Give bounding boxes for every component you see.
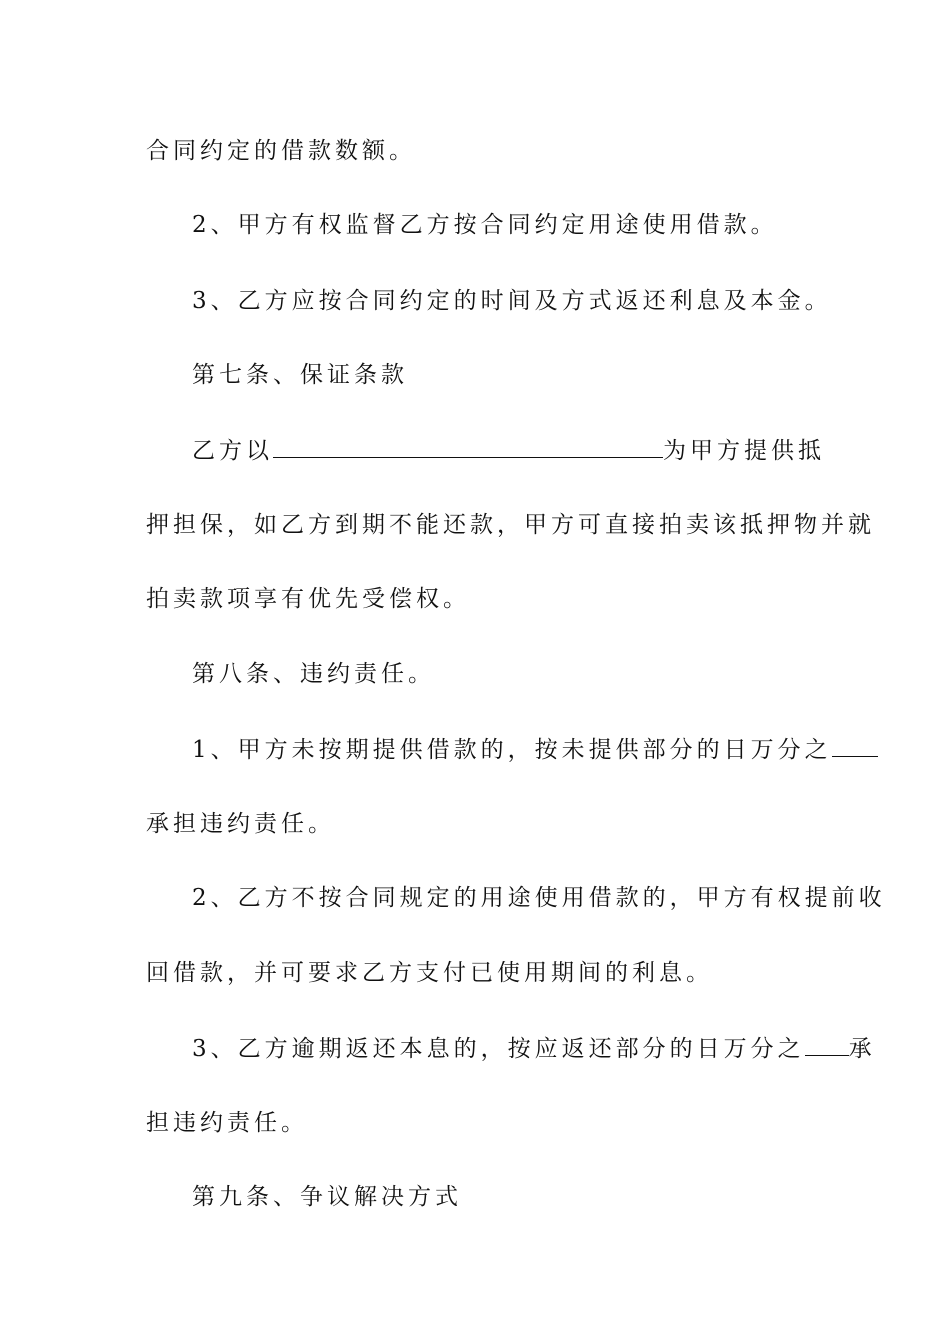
heading-text: 第九条、争议解决方式	[192, 1184, 462, 1210]
paragraph-line	[146, 809, 335, 839]
section-heading	[192, 1182, 462, 1212]
line-text: 承担违约责任。	[146, 811, 335, 837]
line-text: 为甲方提供抵	[663, 438, 825, 464]
line-text: 承	[848, 1036, 876, 1062]
paragraph-line	[146, 584, 470, 614]
fill-in-blank[interactable]	[832, 734, 878, 757]
line-text: 3、乙方逾期返还本息的，按应返还部分的日万分之	[192, 1036, 805, 1062]
fill-in-blank[interactable]	[805, 1033, 849, 1056]
paragraph-line	[192, 734, 878, 765]
line-text: 押担保，如乙方到期不能还款，甲方可直接拍卖该抵押物并就	[146, 512, 875, 538]
heading-text: 第八条、违约责任。	[192, 661, 435, 687]
paragraph-line	[192, 435, 825, 466]
line-text: 3、乙方应按合同约定的时间及方式返还利息及本金。	[192, 288, 832, 314]
paragraph-line	[146, 958, 713, 988]
heading-text: 第七条、保证条款	[192, 362, 408, 388]
paragraph-line	[146, 510, 875, 540]
line-text: 拍卖款项享有优先受偿权。	[146, 586, 470, 612]
line-text: 担违约责任。	[146, 1110, 308, 1136]
paragraph-line	[146, 1108, 308, 1138]
line-text: 合同约定的借款数额。	[146, 138, 416, 164]
fill-in-blank[interactable]	[273, 435, 663, 458]
line-text: 乙方以	[192, 438, 273, 464]
paragraph-line	[146, 136, 416, 166]
line-text: 回借款，并可要求乙方支付已使用期间的利息。	[146, 960, 713, 986]
paragraph-line	[192, 883, 886, 913]
section-heading	[192, 360, 408, 390]
paragraph-line	[192, 286, 832, 316]
line-text: 2、甲方有权监督乙方按合同约定用途使用借款。	[192, 212, 778, 238]
line-text: 1、甲方未按期提供借款的，按未提供部分的日万分之	[192, 737, 832, 763]
section-heading	[192, 659, 435, 689]
paragraph-line	[192, 1033, 876, 1064]
paragraph-line	[192, 210, 778, 240]
line-text: 2、乙方不按合同规定的用途使用借款的，甲方有权提前收	[192, 885, 886, 911]
